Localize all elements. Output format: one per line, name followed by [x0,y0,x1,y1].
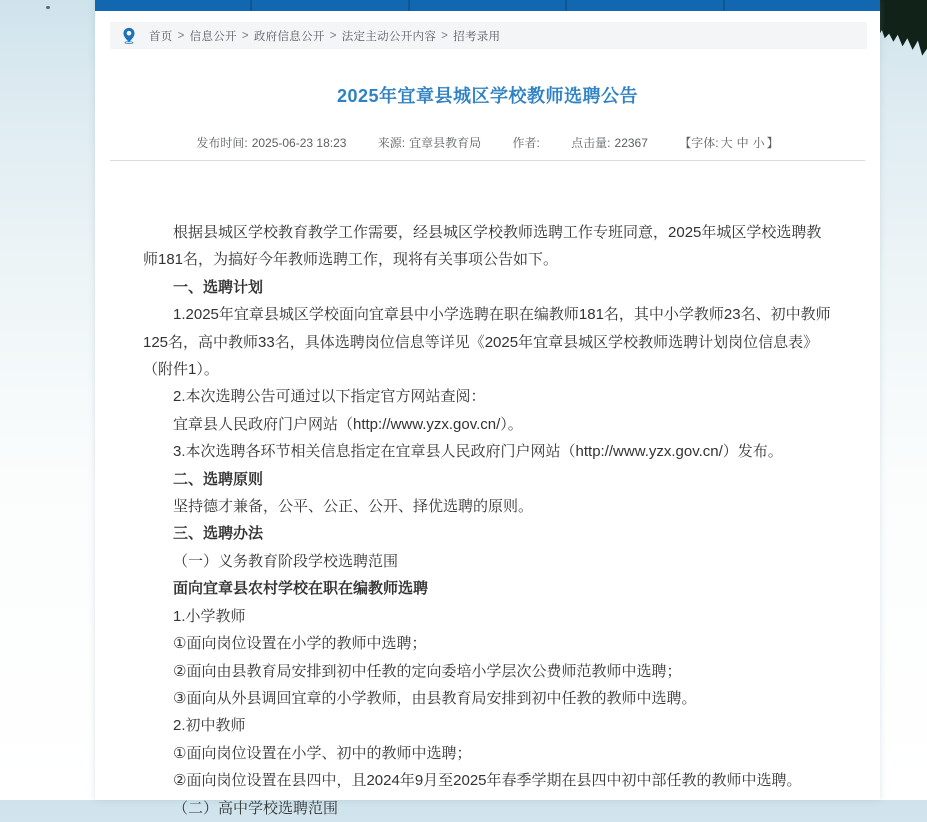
background-tree-silhouette [879,0,927,58]
article-body [95,219,880,822]
nav-item-3[interactable] [408,0,565,11]
breadcrumb [110,22,867,49]
top-navigation-bar [95,0,880,11]
font-size-control: 【字体: 大 中 小 】 [679,136,779,150]
breadcrumb-statutory-disclosure[interactable]: 法定主动公开内容 [341,30,437,43]
article-paragraph: 3.本次选聘各环节相关信息指定在宜章县人民政府门户网站（http://www.yzx.gov.cn/）发布。 [173,443,783,461]
article-paragraph: （一）义务教育阶段学校选聘范围 [173,552,399,570]
section-heading-2: 二、选聘原则 [173,470,264,488]
breadcrumb-trail [149,28,500,44]
breadcrumb-separator: > [329,29,337,42]
article-paragraph: （二）高中学校选聘范围 [173,799,339,817]
hit-count: 点击量: 22367 [571,136,648,150]
article-paragraph: 坚持德才兼备，公平、公正、公开、择优选聘的原则。 [173,498,534,516]
nav-item-2[interactable] [250,0,407,11]
article-paragraph: ③面向从外县调回宜章的小学教师，由县教育局安排到初中任教的教师中选聘。 [173,689,697,707]
font-size-small-button[interactable]: 小 [752,136,765,150]
source: 来源: 宜章县教育局 [377,136,482,150]
nav-item-1[interactable] [95,0,250,11]
article-paragraph-bold: 面向宜章县农村学校在职在编教师选聘 [173,580,429,598]
breadcrumb-gov-info-disclosure[interactable]: 政府信息公开 [253,30,325,43]
article-paragraph: ①面向岗位设置在小学、初中的教师中选聘； [173,744,472,762]
background-speck [46,6,50,9]
article-paragraph: 1.小学教师 [173,607,246,625]
breadcrumb-separator: > [177,29,185,42]
font-size-large-button[interactable]: 大 [720,136,733,150]
breadcrumb-recruitment[interactable]: 招考录用 [453,30,501,43]
article-paragraph: 2.初中教师 [173,717,246,735]
nav-item-5[interactable] [723,0,880,11]
header-divider [110,160,865,161]
breadcrumb-separator: > [241,29,249,42]
font-size-medium-button[interactable]: 中 [736,136,749,150]
page-title: 2025年宜章县城区学校教师选聘公告 [336,86,639,106]
article-paragraph: ②面向由县教育局安排到初中任教的定向委培小学层次公费师范教师中选聘； [173,662,682,680]
section-heading-1: 一、选聘计划 [173,278,264,296]
article-paragraph: ②面向岗位设置在县四中，且2024年9月至2025年春季学期在县四中初中部任教的教师中选聘。 [173,772,802,790]
section-heading-3: 三、选聘办法 [173,525,264,543]
article-paragraph: 1.2025年宜章县城区学校面向宜章县中小学选聘在职在编教师181名，其中小学教师23名、初中教师125名，高中教师33名，具体选聘岗位信息等详见《2025年宜章县城区学校教师选聘计划岗位信息表》（附件1）。 [143,306,831,379]
breadcrumb-home[interactable]: 首页 [149,30,173,43]
article-paragraph: 2.本次选聘公告可通过以下指定官方网站查阅： [173,388,486,406]
article-paragraph: ①面向岗位设置在小学的教师中选聘； [173,635,427,653]
article-meta [95,134,880,151]
nav-item-4[interactable] [565,0,722,11]
author: 作者: [512,136,540,150]
article-paragraph: 根据县城区学校教育教学工作需要，经县城区学校教师选聘工作专班同意，2025年城区学校选聘教师181名，为搞好今年教师选聘工作，现将有关事项公告如下。 [143,224,822,269]
main-content-panel [95,0,880,817]
article-paragraph: 宜章县人民政府门户网站（http://www.yzx.gov.cn/）。 [173,415,523,433]
breadcrumb-info-disclosure[interactable]: 信息公开 [189,30,237,43]
breadcrumb-separator: > [441,29,449,42]
publish-time: 发布时间: 2025-06-23 18:23 [196,136,347,150]
location-pin-icon [122,27,136,44]
